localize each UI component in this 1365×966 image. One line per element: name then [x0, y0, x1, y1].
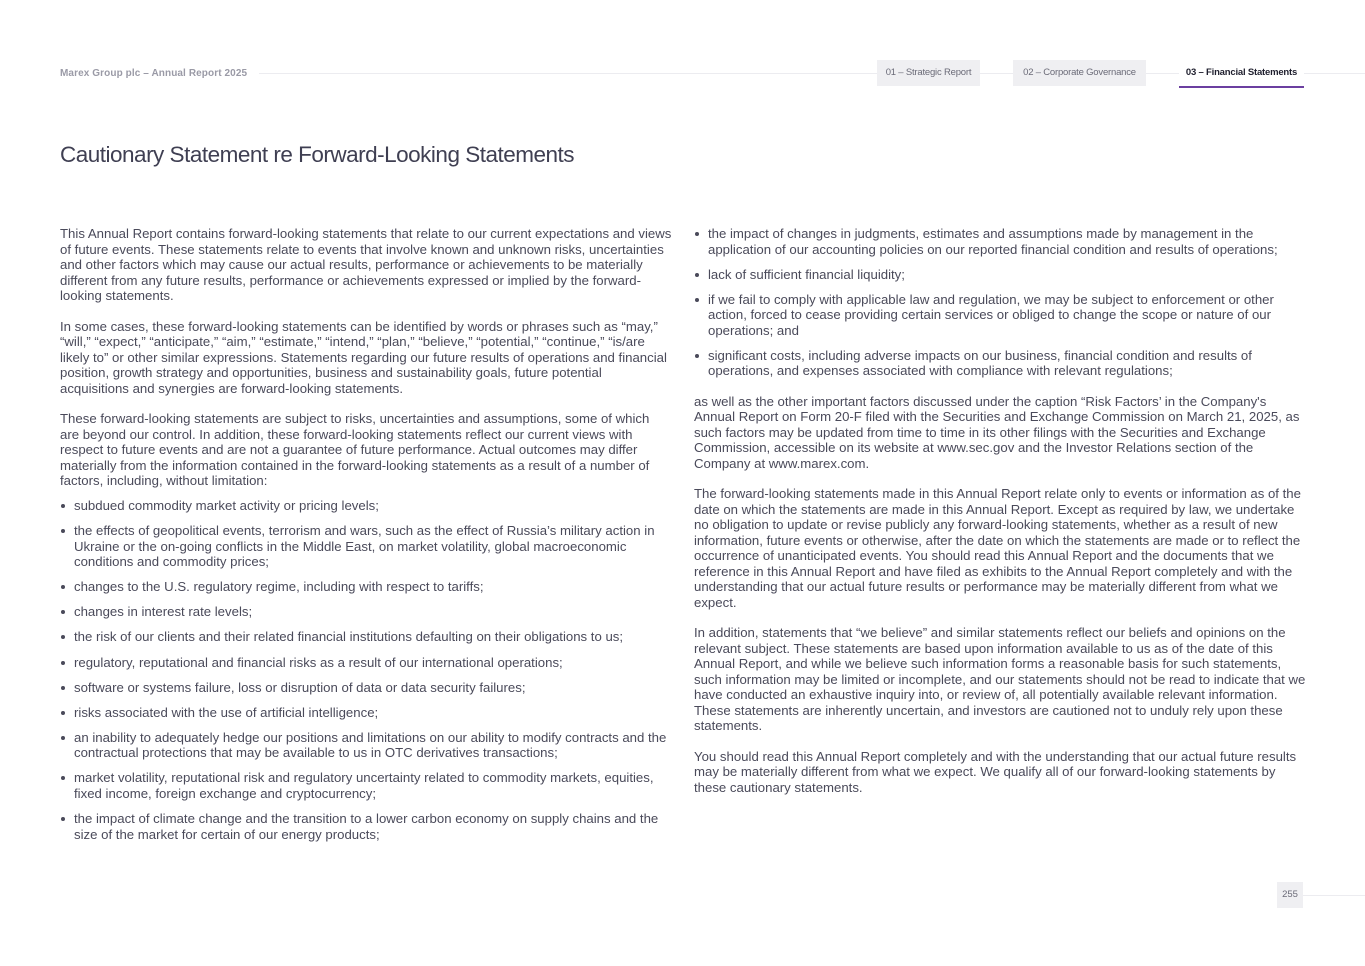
list-item: the effects of geopolitical events, terrorism and wars, such as the effect of Russia’s military action in Ukraine or the on-going conflicts in the Middle East, on market volatility, global macroeconomic conditions and commodity prices; — [60, 523, 672, 570]
page-number: 255 — [1277, 882, 1303, 908]
top-bar — [60, 60, 1365, 90]
list-item: the impact of climate change and the transition to a lower carbon economy on supply chains and the size of the market for certain of our energy products; — [60, 811, 672, 842]
left-column — [60, 226, 672, 857]
tab-strategic-report[interactable]: 01 – Strategic Report — [877, 60, 980, 86]
risk-factor-list-continued — [694, 226, 1308, 379]
list-item: an inability to adequately hedge our positions and limitations on our ability to modify contracts and the contractual protections that may be available to us in OTC derivatives transactions; — [60, 730, 672, 761]
list-item: changes to the U.S. regulatory regime, including with respect to tariffs; — [60, 579, 672, 595]
closing-paragraph: You should read this Annual Report completely and with the understanding that our actual future results may be materially different from what we expect. We qualify all of our forward-looking statements by these cautionary statements. — [694, 748, 1297, 795]
right-column — [694, 226, 1308, 810]
list-item: market volatility, reputational risk and regulatory uncertainty related to commodity markets, equities, fixed income, foreign exchange and cryptocurrency; — [60, 770, 672, 801]
no-update-paragraph: The forward-looking statements made in this Annual Report relate only to events or information as of the date on which the statements are made in this Annual Report. Except as required by law, we undertake no obligation to update or revise publicly any forward-looking statements, whether as a result of new information, future events or otherwise, after the date on which the statements are made or to reflect the occurrence of unanticipated events. You should read this Annual Report and the documents that we reference in this Annual Report and have filed as exhibits to the Annual Report completely and with the understanding that our actual future results or performance may be materially different from what we expect. — [694, 486, 1301, 610]
page-title: Cautionary Statement re Forward-Looking Statements — [60, 142, 575, 167]
list-item: the risk of our clients and their related financial institutions defaulting on their obligations to us; — [60, 629, 672, 645]
tab-corporate-governance[interactable]: 02 – Corporate Governance — [1013, 60, 1146, 86]
list-item: the impact of changes in judgments, estimates and assumptions made by management in the application of our accounting policies on our reported financial condition and results of operations; — [694, 226, 1308, 257]
list-item: significant costs, including adverse impacts on our business, financial condition and results of operations, and expenses associated with compliance with relevant regulations; — [694, 348, 1308, 379]
tab-financial-statements[interactable]: 03 – Financial Statements — [1179, 60, 1304, 88]
list-item: regulatory, reputational and financial risks as a result of our international operations; — [60, 655, 672, 671]
beliefs-paragraph: In addition, statements that “we believe” and similar statements reflect our beliefs and opinions on the relevant subject. These statements are based upon information available to us as of the date of this Annual Report, and while we believe such information forms a reasonable basis for such statements, such information may be limited or incomplete, and our statements should not be read to indicate that we have conducted an exhaustive inquiry into, or review of, all potentially available relevant information. These statements are inherently uncertain, and investors are cautioned not to unduly rely upon these statements. — [694, 625, 1306, 734]
risk-factor-list — [60, 498, 672, 842]
footer-divider — [1303, 895, 1365, 896]
list-item: software or systems failure, loss or disruption of data or data security failures; — [60, 680, 672, 696]
list-item: subdued commodity market activity or pricing levels; — [60, 498, 672, 514]
risks-paragraph: These forward-looking statements are subject to risks, uncertainties and assumptions, some of which are beyond our control. In addition, these forward-looking statements reflect our current views with respect to future events and are not a guarantee of future performance. Actual outcomes may differ materially from the information contained in the forward-looking statements as a result of a number of factors, including, without limitation: — [60, 411, 650, 488]
report-title: Marex Group plc – Annual Report 2025 — [60, 68, 259, 79]
list-item: if we fail to comply with applicable law and regulation, we may be subject to enforcement or other action, forced to cease providing certain services or obliged to change the scope or nature of our operations; and — [694, 292, 1308, 339]
list-item: lack of sufficient financial liquidity; — [694, 267, 1308, 283]
other-factors-paragraph: as well as the other important factors discussed under the caption “Risk Factors’ in the Company's Annual Report on Form 20-F filed with the Securities and Exchange Commission on March 21, 2025, as such factors may be updated from time to time in its other filings with the Securities and Exchange Commission, accessible on its website at www.sec.gov and the Investor Relations section of the Company at www.marex.com. — [694, 393, 1300, 471]
intro-paragraph: This Annual Report contains forward-looking statements that relate to our current expectations and views of future events. These statements relate to events that involve known and unknown risks, uncertainties and other factors which may cause our actual results, performance or achievements to be materially different from any future results, performance or achievements expressed or implied by the forward-looking statements. — [60, 226, 672, 303]
list-item: changes in interest rate levels; — [60, 604, 672, 620]
keywords-paragraph: In some cases, these forward-looking statements can be identified by words or phrases such as “may,” “will,” “expect,” “anticipate,” “aim,” “estimate,” “intend,” “plan,” “believe,” “potential,” “continue,” “is/are likely to” or other similar expressions. Statements regarding our future results of operations and financial position, growth strategy and opportunities, business and sustainability goals, future potential acquisitions and synergies are forward-looking statements. — [60, 318, 667, 396]
list-item: risks associated with the use of artificial intelligence; — [60, 705, 672, 721]
